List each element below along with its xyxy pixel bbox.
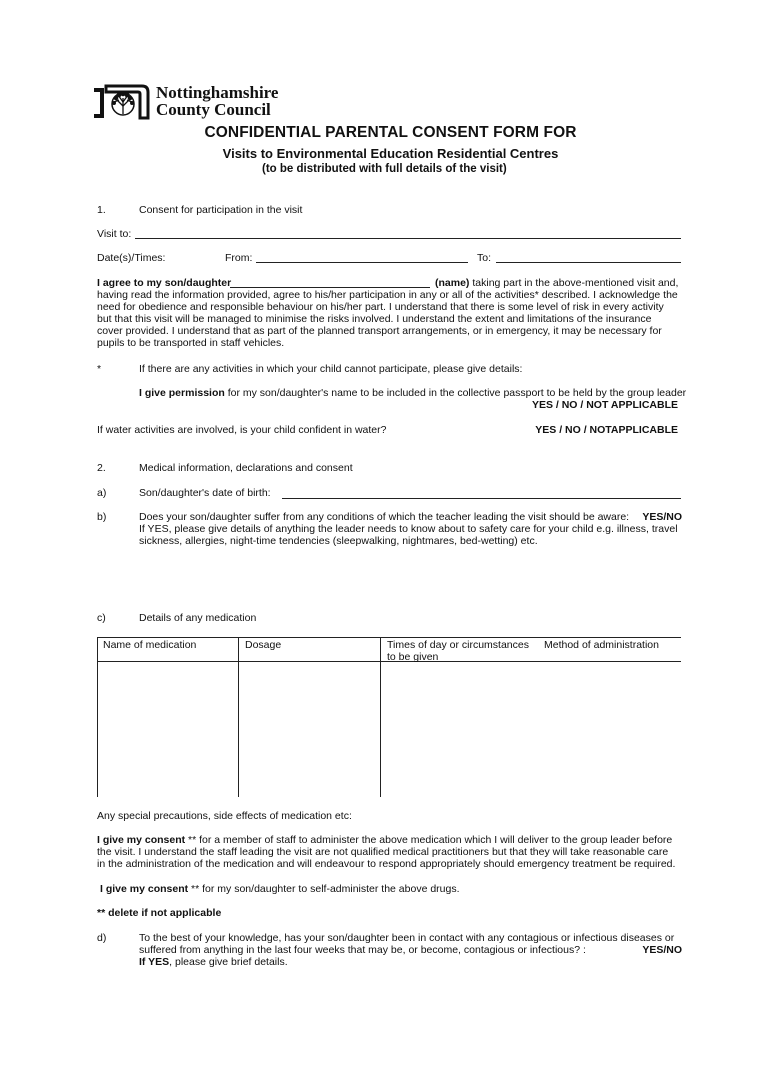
consent2-label: I give my consent bbox=[100, 883, 189, 895]
col-header-times-line2: to be given bbox=[387, 651, 439, 663]
council-crest-icon bbox=[92, 84, 152, 120]
section1-heading: Consent for participation in the visit bbox=[139, 204, 303, 216]
item-b-label: b) bbox=[97, 511, 107, 523]
child-name-field[interactable] bbox=[230, 287, 430, 288]
form-subtitle: Visits to Environmental Education Residential Centres bbox=[222, 146, 559, 161]
col-header-times-line1: Times of day or circumstances bbox=[387, 639, 529, 651]
consent1-label: I give my consent bbox=[97, 834, 186, 846]
delete-note: ** delete if not applicable bbox=[97, 907, 222, 919]
contagious-details-line bbox=[139, 956, 288, 969]
from-label: From: bbox=[225, 252, 253, 264]
medication-cell-times[interactable] bbox=[381, 662, 681, 797]
conditions-options[interactable]: YES/NO bbox=[642, 511, 682, 523]
permission-rest: for my son/daughter's name to be included in the collective passport to be held by the group leader bbox=[224, 387, 687, 399]
contagious-if-yes: If YES bbox=[139, 956, 170, 968]
permission-options[interactable]: YES / NO / NOT APPLICABLE bbox=[531, 399, 678, 411]
consent1-line1 bbox=[97, 834, 672, 847]
council-name-line2: County Council bbox=[156, 100, 271, 119]
from-field[interactable] bbox=[256, 262, 468, 263]
form-note: (to be distributed with full details of the visit) bbox=[262, 163, 507, 175]
item-d-label: d) bbox=[97, 932, 107, 944]
consent-paragraph-line5: pupils to be transported in staff vehicles. bbox=[97, 337, 285, 349]
consent-paragraph-line4: cover provided. I understand that as part of the planned transport arrangements, or in emergency, it may be necessary for bbox=[97, 325, 662, 337]
medication-cell-name[interactable] bbox=[98, 662, 238, 797]
contagious-question-line1: To the best of your knowledge, has your son/daughter been in contact with any contagious or infectious diseases or bbox=[139, 932, 675, 944]
precautions-label: Any special precautions, side effects of medication etc: bbox=[97, 810, 352, 822]
medication-heading: Details of any medication bbox=[139, 612, 257, 624]
conditions-detail-line1: If YES, please give details of anything the leader needs to know about to safety care for your child e.g. illness, travel bbox=[139, 523, 678, 535]
medication-table bbox=[97, 637, 681, 797]
item-c-label: c) bbox=[97, 612, 106, 624]
dob-field[interactable] bbox=[282, 498, 681, 499]
section2-number: 2. bbox=[97, 462, 106, 474]
dob-label: Son/daughter's date of birth: bbox=[139, 487, 271, 499]
agree-rest: taking part in the above-mentioned visit and, bbox=[469, 277, 679, 289]
section1-number: 1. bbox=[97, 204, 106, 216]
water-options[interactable]: YES / NO / NOTAPPLICABLE bbox=[535, 424, 678, 436]
to-label: To: bbox=[477, 252, 492, 264]
permission-label: I give permission bbox=[139, 387, 225, 399]
agree-line bbox=[435, 277, 678, 290]
agree-label: I agree to my son/daughter bbox=[97, 277, 232, 289]
visit-field[interactable] bbox=[135, 238, 681, 239]
conditions-detail-line2: sickness, allergies, night-time tendencies (sleepwalking, nightmares, bed-wetting) etc. bbox=[139, 535, 538, 547]
activities-asterisk: * bbox=[97, 363, 102, 375]
conditions-question: Does your son/daughter suffer from any conditions of which the teacher leading the visit should be aware: bbox=[139, 511, 630, 523]
consent2-rest: ** for my son/daughter to self-administer the above drugs. bbox=[188, 883, 460, 895]
name-label: (name) bbox=[435, 277, 470, 289]
form-title: CONFIDENTIAL PARENTAL CONSENT FORM FOR bbox=[204, 124, 577, 141]
consent1-line2: the visit. I understand the staff leading the visit are not qualified medical practitioners but that they will take reasonable care bbox=[97, 846, 669, 858]
section2-heading: Medical information, declarations and consent bbox=[139, 462, 353, 474]
council-logo bbox=[92, 84, 152, 120]
council-name-line1: Nottinghamshire bbox=[156, 83, 279, 102]
water-question: If water activities are involved, is your child confident in water? bbox=[97, 424, 387, 436]
activities-note: If there are any activities in which your child cannot participate, please give details: bbox=[139, 363, 523, 375]
permission-line bbox=[139, 387, 686, 400]
col-header-method: Method of administration bbox=[544, 639, 659, 651]
consent-paragraph-line3: but that this visit will be managed to minimise the risks involved. I understand the extent and limitations of the insurance bbox=[97, 313, 652, 325]
consent1-rest: ** for a member of staff to administer the above medication which I will deliver to the group leader before bbox=[185, 834, 673, 846]
consent-paragraph-line2: need for obedience and responsible behaviour on his/her part. I understand that there is some level of risk in every activity bbox=[97, 301, 664, 313]
consent-paragraph-line1: having read the information provided, agree to his/her participation in any or all of the activities* described. I acknowledge the bbox=[97, 289, 678, 301]
consent1-line3: in the administration of the medication and will endeavour to respond appropriately should emergency treatment be required. bbox=[97, 858, 676, 870]
col-header-dosage: Dosage bbox=[245, 639, 282, 651]
visit-label: Visit to: bbox=[97, 228, 132, 240]
to-field[interactable] bbox=[496, 262, 681, 263]
contagious-details-rest: , please give brief details. bbox=[169, 956, 288, 968]
contagious-options[interactable]: YES/NO bbox=[642, 944, 682, 956]
col-header-name: Name of medication bbox=[103, 639, 197, 651]
contagious-question-line2: suffered from anything in the last four weeks that may be, or become, contagious or infectious? : bbox=[139, 944, 586, 956]
consent2-line bbox=[100, 883, 460, 896]
dates-label: Date(s)/Times: bbox=[97, 252, 166, 264]
medication-cell-dosage[interactable] bbox=[239, 662, 380, 797]
item-a-label: a) bbox=[97, 487, 107, 499]
